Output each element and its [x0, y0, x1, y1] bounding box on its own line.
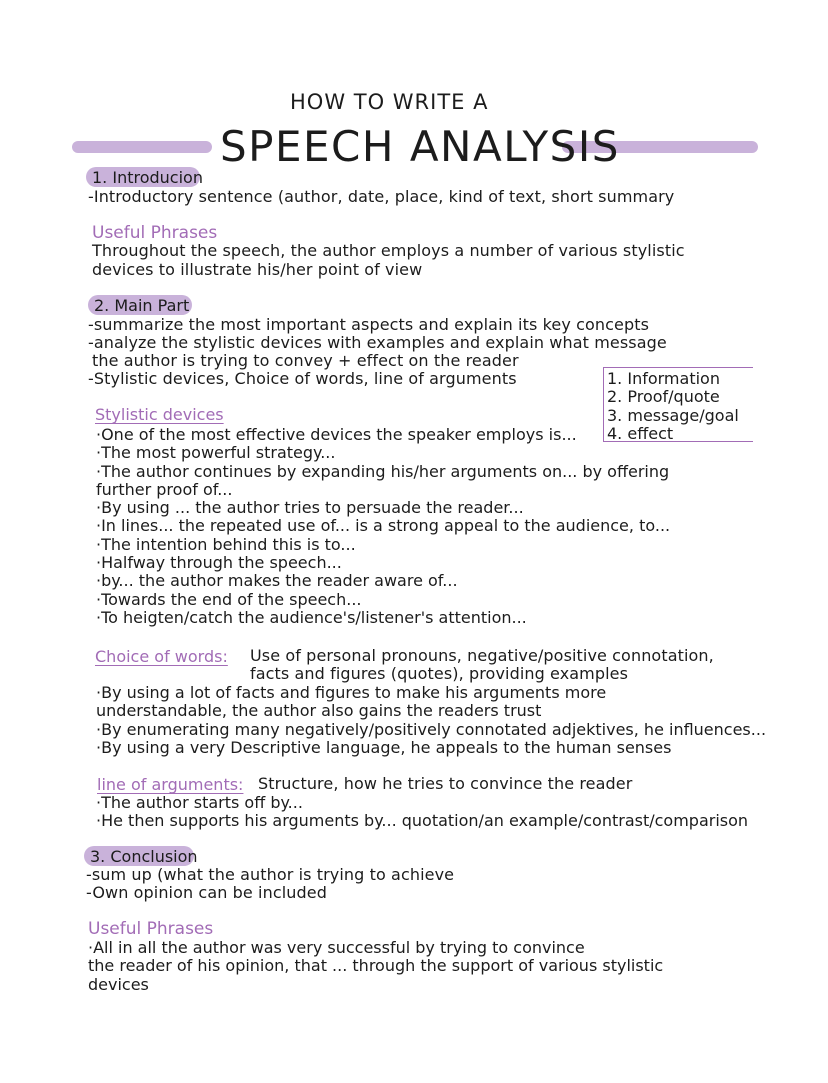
- stylistic-list: [96, 426, 670, 627]
- list-item: further proof of...: [96, 479, 233, 499]
- box-item: 4. effect: [607, 423, 674, 443]
- list-item: ·In lines... the repeated use of... is a strong appeal to the audience, to...: [96, 516, 671, 536]
- list-item: ·By using a lot of facts and figures to make his arguments more: [96, 683, 607, 702]
- list-item: ·The intention behind this is to...: [96, 534, 356, 554]
- stylistic-label: Stylistic devices: [95, 405, 224, 424]
- main-heading: 2. Main Part: [94, 296, 190, 315]
- list-item: devices: [88, 974, 149, 994]
- list-item: ·Towards the end of the speech...: [96, 589, 362, 609]
- list-item: ·The author starts off by...: [96, 793, 303, 812]
- page-title: SPEECH ANALYSIS: [220, 122, 620, 171]
- conclusion-line-2: -Own opinion can be included: [86, 883, 327, 902]
- box-item: 2. Proof/quote: [607, 387, 720, 407]
- intro-line: -Introductory sentence (author, date, place, kind of text, short summary: [88, 187, 675, 206]
- title-highlight-left: [72, 141, 212, 153]
- main-line-4: -Stylistic devices, Choice of words, line of arguments: [88, 369, 517, 388]
- box-item: 3. message/goal: [607, 405, 739, 425]
- conclusion-phrases-label: Useful Phrases: [88, 919, 214, 939]
- list-item: ·By using ... the author tries to persuade the reader...: [96, 498, 524, 518]
- box-top-border: [603, 367, 753, 368]
- intro-heading: 1. Introducion: [92, 168, 203, 187]
- list-item: ·One of the most effective devices the speaker employs is...: [96, 425, 577, 444]
- intro-phrase-1: Throughout the speech, the author employs a number of various stylistic: [92, 241, 685, 260]
- box-item: 1. Information: [607, 369, 720, 388]
- list-item: ·He then supports his arguments by... quotation/an example/contrast/comparison: [96, 811, 749, 831]
- words-desc-1: Use of personal pronouns, negative/positive connotation,: [250, 646, 714, 665]
- words-list: [96, 684, 766, 757]
- words-desc-2: facts and figures (quotes), providing examples: [250, 664, 629, 683]
- words-label: Choice of words:: [95, 647, 228, 666]
- page-subtitle: HOW TO WRITE A: [290, 90, 489, 114]
- list-item: ·The author continues by expanding his/her arguments on... by offering: [96, 461, 670, 481]
- list-item: the reader of his opinion, that ... through the support of various stylistic: [88, 956, 664, 976]
- conclusion-phrases: [88, 939, 663, 994]
- list-item: ·Halfway through the speech...: [96, 553, 342, 573]
- list-item: ·By enumerating many negatively/positively connotated adjektives, he influences...: [96, 719, 767, 739]
- intro-phrase-2: devices to illustrate his/her point of view: [92, 260, 423, 279]
- main-line-1: -summarize the most important aspects and explain its key concepts: [88, 315, 650, 334]
- intro-phrases-label: Useful Phrases: [92, 223, 218, 243]
- args-list: [96, 794, 748, 831]
- list-item: ·By using a very Descriptive language, he appeals to the human senses: [96, 737, 672, 757]
- list-item: ·The most powerful strategy...: [96, 443, 336, 463]
- list-item: ·To heigten/catch the audience's/listener's attention...: [96, 607, 527, 627]
- list-item: understandable, the author also gains the readers trust: [96, 701, 542, 721]
- list-item: ·by... the author makes the reader aware of...: [96, 571, 458, 591]
- main-line-3: the author is trying to convey + effect on the reader: [92, 351, 519, 370]
- args-desc: Structure, how he tries to convince the reader: [258, 774, 633, 793]
- conclusion-line-1: -sum up (what the author is trying to achieve: [86, 865, 455, 884]
- main-line-2: -analyze the stylistic devices with examples and explain what message: [88, 333, 667, 352]
- conclusion-heading: 3. Conclusion: [90, 847, 198, 866]
- list-item: ·All in all the author was very successful by trying to convince: [88, 938, 585, 957]
- args-label: line of arguments:: [97, 775, 244, 794]
